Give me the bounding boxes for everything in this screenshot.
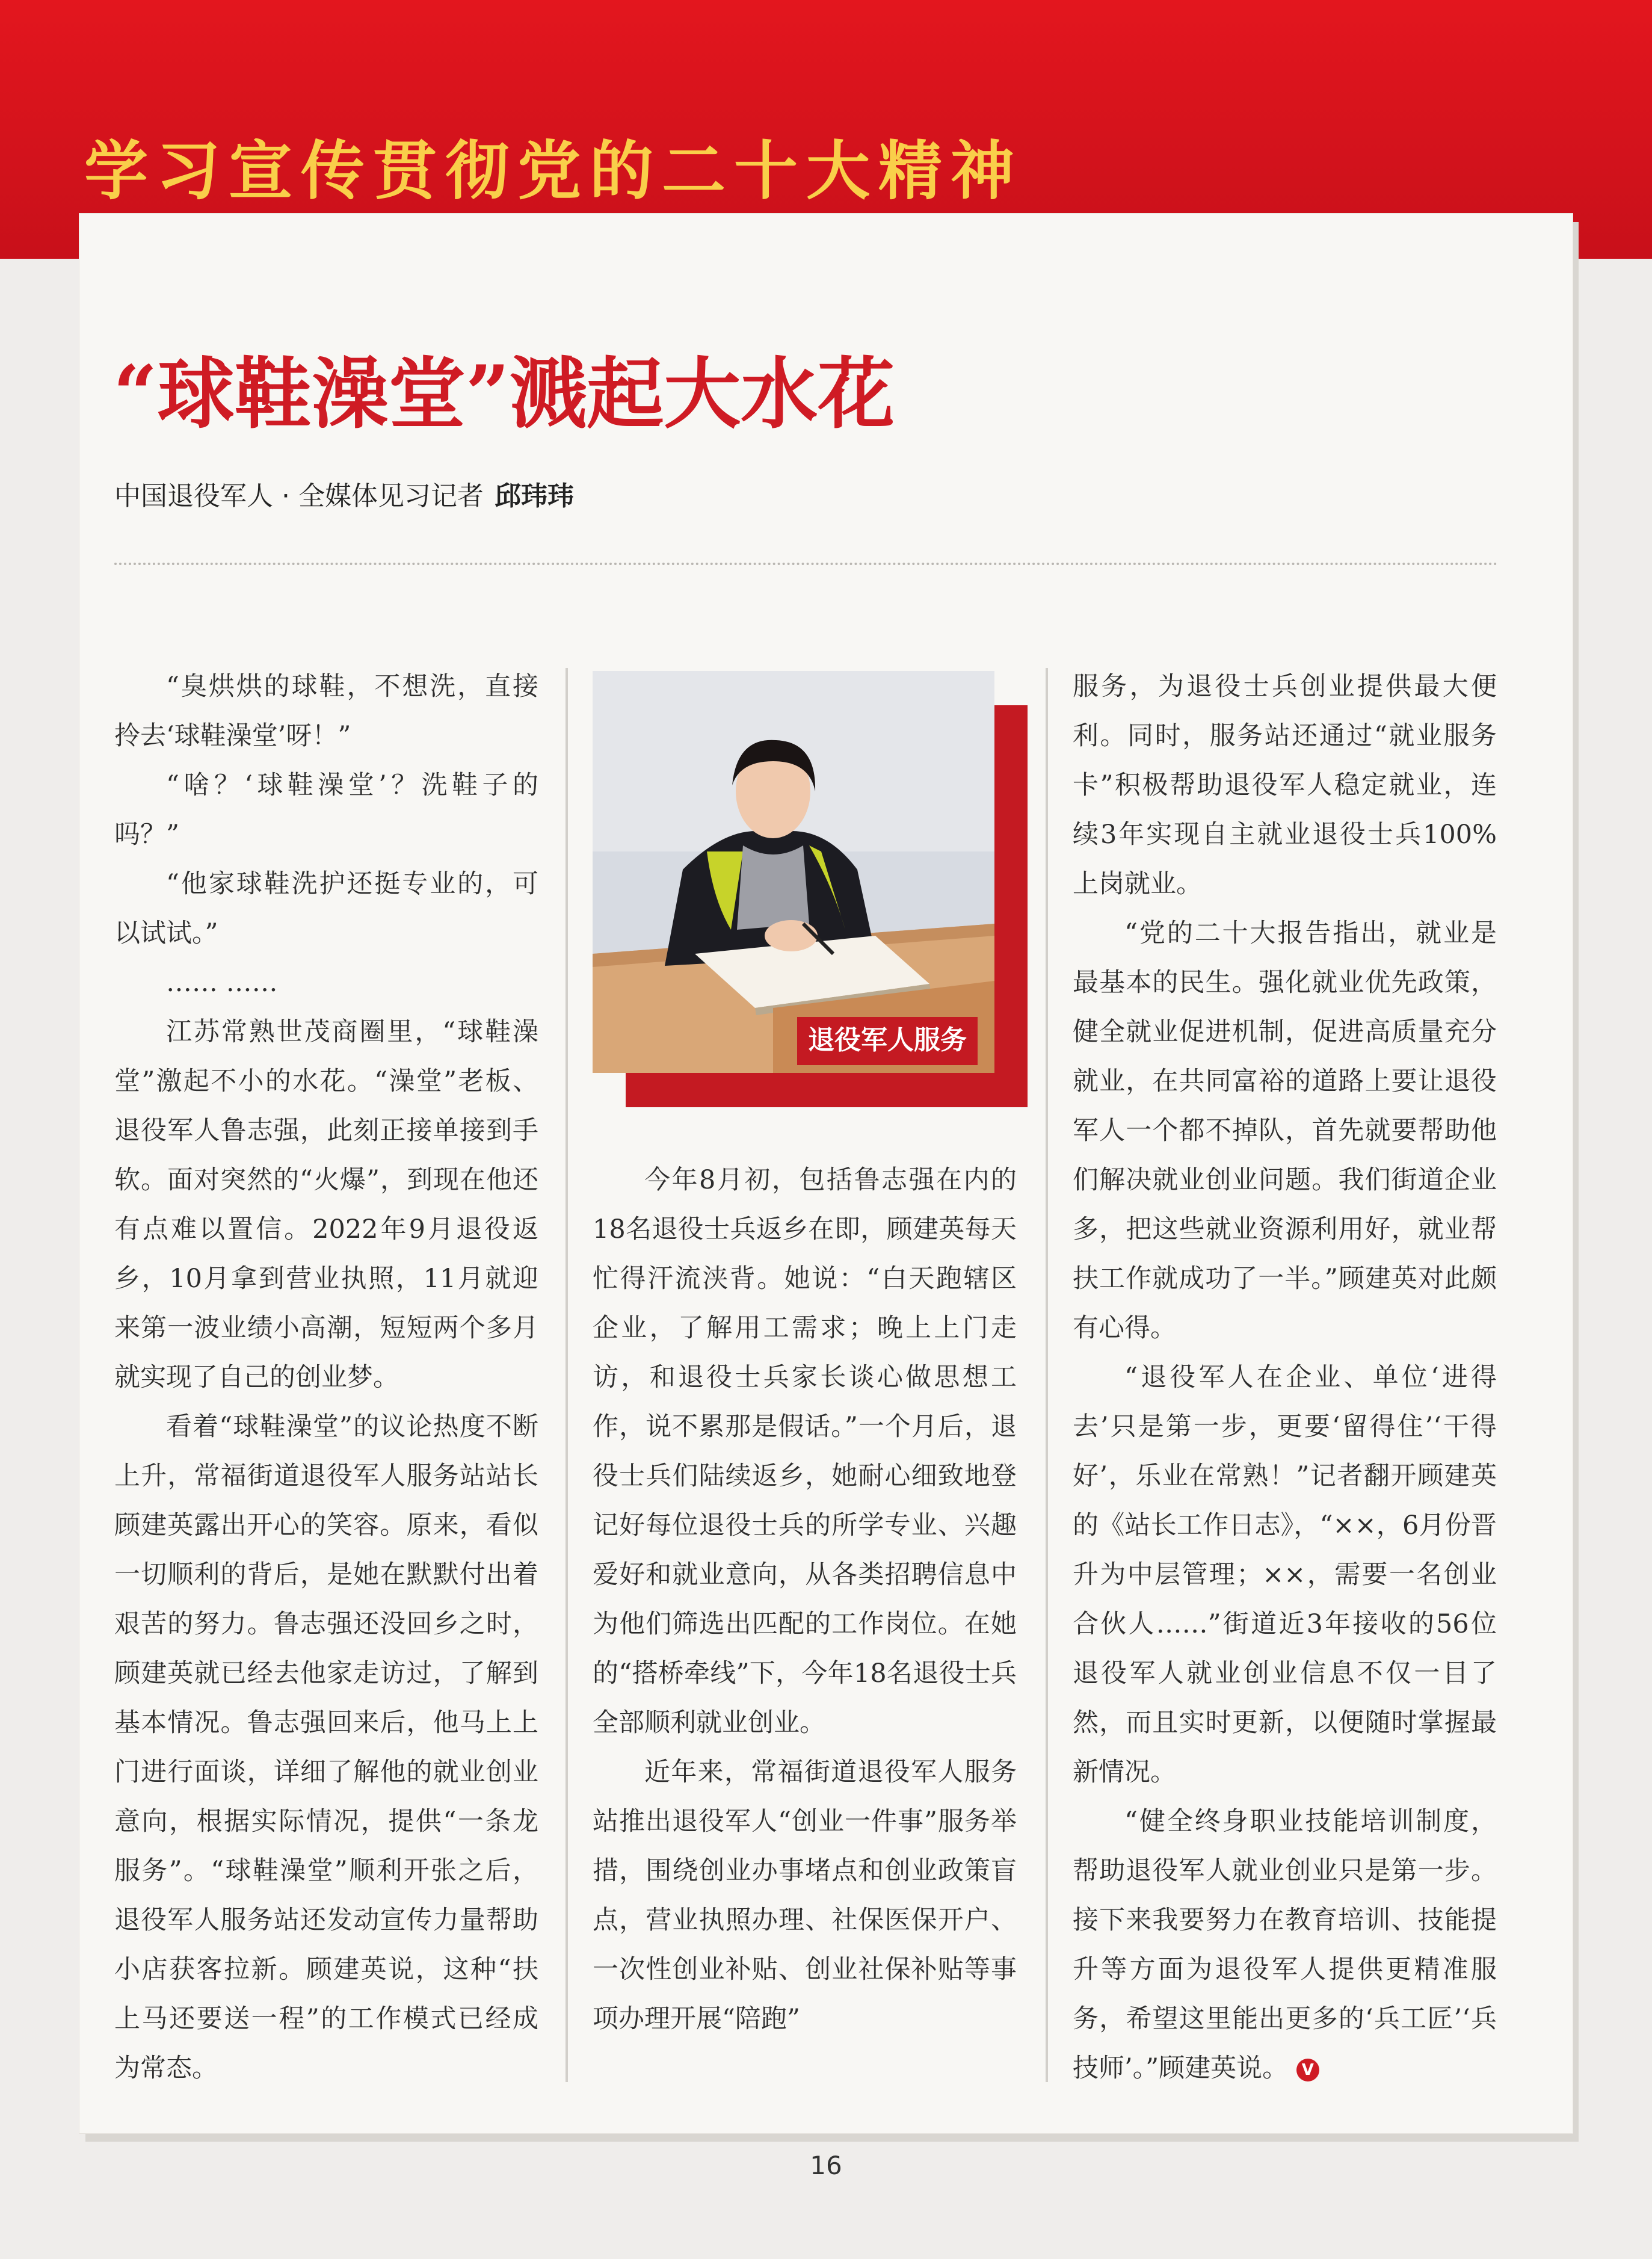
byline-source: 中国退役军人 · 全媒体见习记者 — [114, 481, 484, 511]
page-number: 16 — [810, 2151, 842, 2180]
photo-illustration — [593, 671, 994, 1073]
article-column-1 — [114, 662, 538, 2093]
paragraph: “啥？‘球鞋澡堂’？洗鞋子的吗？” — [114, 770, 538, 850]
paragraph — [1073, 1797, 1497, 2093]
column-divider — [566, 668, 568, 2082]
column-divider — [1046, 668, 1048, 2082]
paragraph: “退役军人在企业、单位‘进得去’只是第一步，更要‘留得住’‘干得好’，乐业在常熟！”记者翻开顾建英的《站长工作日志》，“××，6月份晋升为中层管理；××，需要一名创业合伙人……”街道近3年接收的56位退役军人就业创业信息不仅一目了然，而且实时更新，以便随时掌握最新情况。 — [1073, 1362, 1497, 1787]
paragraph: “党的二十大报告指出，就业是最基本的民生。强化就业优先政策，健全就业促进机制，促进高质量充分就业，在共同富裕的道路上要让退役军人一个都不掉队，首先就要帮助他们解决就业创业问题。我们街道企业多，把这些就业资源利用好，就业帮扶工作就成功了一半。”顾建英对此颇有心得。 — [1073, 918, 1497, 1343]
paragraph: 江苏常熟世茂商圈里，“球鞋澡堂”激起不小的水花。“澡堂”老板、退役军人鲁志强，此刻正接单接到手软。面对突然的“火爆”，到现在他还有点难以置信。2022年9月退役返乡，10月拿到营业执照，11月就迎来第一波业绩小高潮，短短两个多月就实现了自己的创业梦。 — [114, 1017, 538, 1392]
paragraph: “他家球鞋洗护还挺专业的，可以试试。” — [114, 869, 538, 948]
dotted-separator — [114, 563, 1498, 565]
paragraph-text: “健全终身职业技能培训制度，帮助退役军人就业创业只是第一步。接下来我要努力在教育培训、技能提升等方面为退役军人提供更精准服务，希望这里能出更多的‘兵工匠’‘兵技师’。”顾建英说。 — [1073, 1806, 1497, 2083]
paragraph: 看着“球鞋澡堂”的议论热度不断上升，常福街道退役军人服务站站长顾建英露出开心的笑容。原来，看似一切顺利的背后，是她在默默付出着艰苦的努力。鲁志强还没回乡之时，顾建英就已经去他家走访过，了解到基本情况。鲁志强回来后，他马上上门进行面谈，详细了解他的就业创业意向，根据实际情况，提供“一条龙服务”。“球鞋澡堂”顺利开张之后，退役军人服务站还发动宣传力量帮助小店获客拉新。顾建英说，这种“扶上马还要送一程”的工作模式已经成为常态。 — [114, 1412, 538, 2083]
paragraph: 近年来，常福街道退役军人服务站推出退役军人“创业一件事”服务举措，围绕创业办事堵点和创业政策盲点，营业执照办理、社保医保开户、一次性创业补贴、创业社保补贴等事项办理开展“陪跑” — [593, 1757, 1017, 2034]
ellipsis-line: …… …… — [166, 968, 278, 998]
article-column-3 — [1073, 662, 1497, 2093]
article-photo — [593, 671, 994, 1073]
paragraph: 今年8月初，包括鲁志强在内的18名退役士兵返乡在即，顾建英每天忙得汗流浃背。她说：“白天跑辖区企业，了解用工需求；晚上上门走访，和退役士兵家长谈心做思想工作，说不累那是假话。”一个月后，退役士兵们陆续返乡，她耐心细致地登记好每位退役士兵的所学专业、兴趣爱好和就业意向，从各类招聘信息中为他们筛选出匹配的工作岗位。在她的“搭桥牵线”下，今年18名退役士兵全部顺利就业创业。 — [593, 1165, 1017, 1738]
byline — [114, 475, 574, 518]
photo-sign-text: 退役军人服务 — [808, 1025, 967, 1055]
article-column-2 — [593, 1155, 1017, 2044]
section-title: 学习宣传贯彻党的二十大精神 — [84, 134, 1023, 208]
article-headline: “球鞋澡堂”溅起大水花 — [113, 349, 895, 439]
paragraph: 服务，为退役士兵创业提供最大便利。同时，服务站还通过“就业服务卡”积极帮助退役军人稳定就业，连续3年实现自主就业退役士兵100%上岗就业。 — [1073, 672, 1497, 899]
byline-author: 邱玮玮 — [494, 481, 574, 511]
end-mark-icon: V — [1296, 2059, 1319, 2081]
paragraph: “臭烘烘的球鞋，不想洗，直接拎去‘球鞋澡堂’呀！” — [114, 672, 538, 751]
